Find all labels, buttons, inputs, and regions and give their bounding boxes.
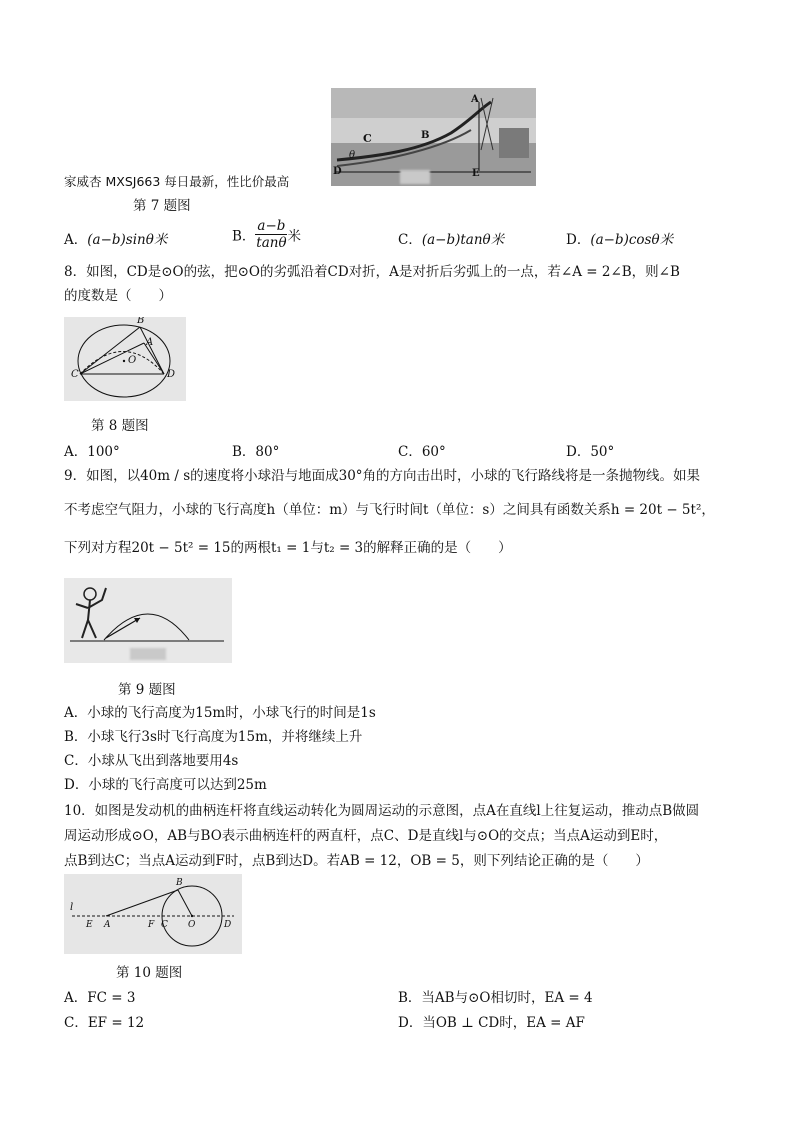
q7-option-d[interactable] <box>566 228 673 248</box>
q10-option-b[interactable]: B．当AB与⊙O相切时，EA = 4 <box>398 990 593 1006</box>
q7-option-c[interactable] <box>398 228 504 248</box>
q7-caption: 第 7 题图 <box>133 198 191 214</box>
q8-label-d: D <box>167 369 176 380</box>
q8-option-c-text: 60° <box>421 444 446 460</box>
q7-option-b-fraction <box>255 218 287 251</box>
q7-option-d-text: (a−b)cosθ米 <box>590 232 674 248</box>
q10-caption: 第 10 题图 <box>116 965 183 981</box>
q9-option-d[interactable]: D．小球的飞行高度可以达到25m <box>64 777 267 793</box>
watermark-text: 家威杏 MXSJ663 每日最新，性比价最高 <box>64 174 290 189</box>
q8-label-c: C <box>71 369 79 380</box>
q8-option-b[interactable] <box>232 440 279 460</box>
q10-option-c[interactable]: C．EF = 12 <box>64 1015 145 1031</box>
q7-label-e: E <box>472 168 480 179</box>
q10-stem-line3: 点B到达C；当点A运动到F时，点B到达D。若AB = 12，OB = 5，则下列结论正确的是（ ） <box>64 853 649 869</box>
q8-label-o: O <box>128 355 137 366</box>
q7-option-a[interactable] <box>64 228 167 248</box>
q8-option-d-text: 50° <box>590 444 615 460</box>
q8-option-a-text: 100° <box>87 444 120 460</box>
q7-label-a: A <box>471 94 479 105</box>
q9-stem-line2: 不考虑空气阻力，小球的飞行高度h（单位：m）与飞行时间t（单位：s）之间具有函数关系h = 20t − 5t²， <box>64 502 715 518</box>
q8-label-a: A <box>146 337 154 348</box>
q7-option-a-text: (a−b)sinθ米 <box>87 232 168 248</box>
q8-option-b-label: B． <box>232 444 256 460</box>
q7-option-d-label: D． <box>566 232 591 248</box>
q10-label-c: C <box>161 920 168 930</box>
q7-figure <box>331 88 536 186</box>
q8-figure <box>64 317 186 401</box>
q7-label-theta: θ <box>349 150 356 161</box>
q7-label-b: B <box>421 130 430 141</box>
q8-stem-line2: 的度数是（ ） <box>64 288 172 304</box>
q8-option-c-label: C． <box>398 444 422 460</box>
q7-option-b-numerator: a−b <box>257 218 286 234</box>
q7-blur-patch <box>400 170 430 184</box>
q9-option-b[interactable]: B．小球飞行3s时飞行高度为15m，并将继续上升 <box>64 729 363 745</box>
q8-option-a-label: A． <box>64 444 88 460</box>
q7-option-c-label: C． <box>398 232 422 248</box>
q9-caption: 第 9 题图 <box>118 682 176 698</box>
q7-label-c: C <box>363 132 372 145</box>
q7-option-b-suffix: 米 <box>287 228 301 245</box>
q7-option-a-label: A． <box>64 232 88 248</box>
q10-label-f: F <box>148 920 155 930</box>
q9-blur-patch <box>130 648 166 660</box>
q8-option-c[interactable] <box>398 440 446 460</box>
q9-stem-line3: 下列对方程20t − 5t² = 15的两根t₁ = 1与t₂ = 3的解释正确的是（ ） <box>64 540 512 556</box>
q10-option-a[interactable]: A．FC = 3 <box>64 990 136 1006</box>
q8-stem-line1: 8．如图，CD是⊙O的弦，把⊙O的劣弧沿着CD对折，A是对折后劣弧上的一点，若∠A = 2∠B，则∠B <box>64 264 680 280</box>
q10-label-o: O <box>188 920 196 930</box>
q8-option-d-label: D． <box>566 444 591 460</box>
q10-label-l: l <box>70 902 74 913</box>
q10-stem-line1: 10．如图是发动机的曲柄连杆将直线运动转化为圆周运动的示意图，点A在直线l上往复运动，推动点B做圆 <box>64 803 700 819</box>
q9-stem-line1: 9．如图，以40m / s的速度将小球沿与地面成30°角的方向击出时，小球的飞行路线将是一条抛物线。如果 <box>64 468 701 484</box>
q7-option-b-denominator: tanθ <box>256 235 287 251</box>
q7-label-d: D <box>333 166 342 177</box>
q10-figure <box>64 874 242 954</box>
q8-option-d[interactable] <box>566 440 614 460</box>
q8-option-a[interactable] <box>64 440 120 460</box>
q10-stem-line2: 周运动形成⊙O，AB与BO表示曲柄连杆的两直杆，点C、D是直线l与⊙O的交点；当点A运动到E时， <box>64 828 668 844</box>
q10-label-e: E <box>86 920 93 930</box>
q10-label-d: D <box>224 920 232 930</box>
q7-option-b-label: B． <box>232 228 256 245</box>
q7-option-c-text: (a−b)tanθ米 <box>421 232 505 248</box>
q7-option-b[interactable] <box>232 218 301 251</box>
q10-label-b: B <box>176 878 183 888</box>
q9-option-c[interactable]: C．小球从飞出到落地要用4s <box>64 753 239 769</box>
q8-label-b: B <box>137 317 145 326</box>
q8-caption: 第 8 题图 <box>91 418 149 434</box>
q9-option-a[interactable]: A．小球的飞行高度为15m时，小球飞行的时间是1s <box>64 705 376 721</box>
q10-label-a: A <box>104 920 111 930</box>
q8-option-b-text: 80° <box>255 444 280 460</box>
q10-option-d[interactable]: D．当OB ⊥ CD时，EA = AF <box>398 1015 585 1031</box>
